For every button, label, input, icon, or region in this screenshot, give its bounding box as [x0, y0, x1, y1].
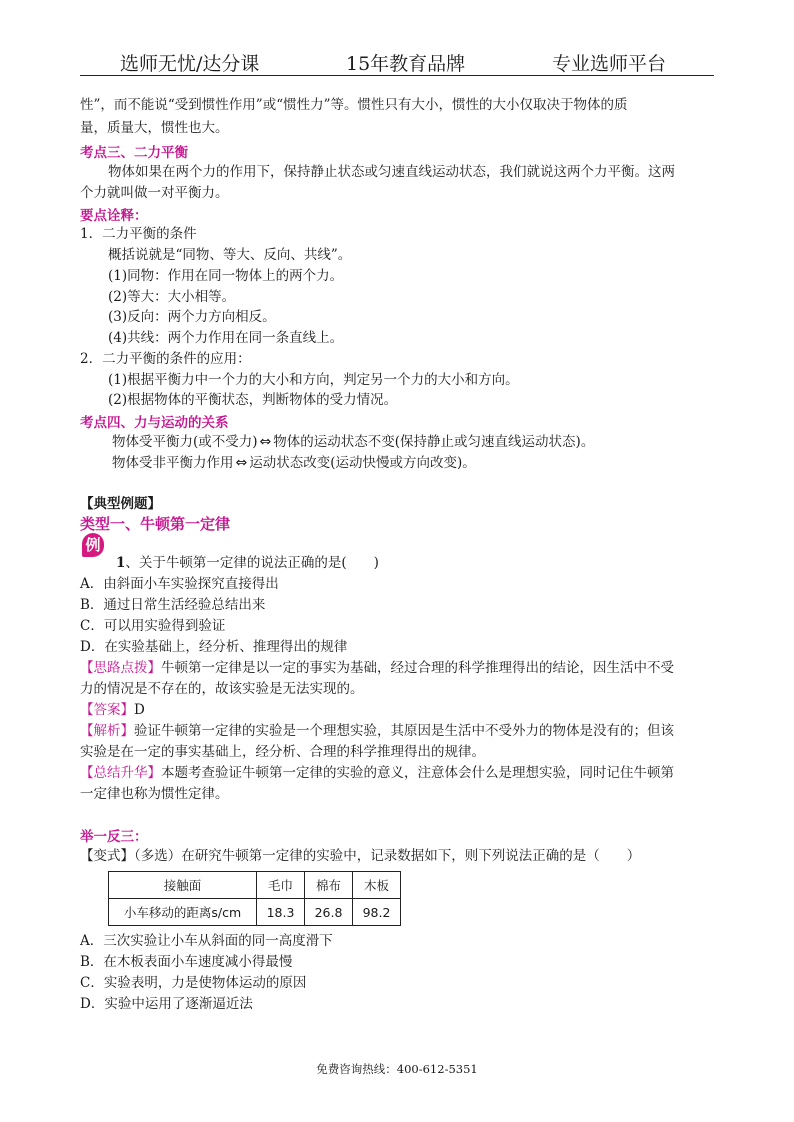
question-1-number: 1 — [116, 555, 126, 571]
header-right: 专业选师平台 — [552, 53, 667, 75]
table-row — [109, 899, 401, 926]
kp4-line-2-cause: 物体受非平衡力作用 — [112, 455, 234, 471]
table-header-row — [109, 872, 401, 899]
hint-line-1 — [80, 658, 674, 678]
double-arrow-icon: ⇔ — [235, 455, 248, 471]
answer-value: D — [134, 702, 145, 718]
header-left: 选师无忧/达分课 — [120, 53, 260, 75]
kp4-line-2 — [112, 453, 476, 473]
kp3-line-2: 个力就叫做一对平衡力。 — [80, 185, 229, 201]
question-1 — [116, 553, 379, 573]
practice-title: 举一反三： — [80, 829, 148, 845]
analysis-line-2: 实验是在一定的事实基础上，经分析、合理的科学推理得出的规律。 — [80, 744, 485, 760]
notes-title: 要点诠释： — [80, 208, 148, 224]
summary-text-1: 本题考查验证牛顿第一定律的实验的意义，注意体会什么是理想实验，同时记住牛顿第 — [161, 765, 674, 781]
summary-label: 【总结升华】 — [80, 765, 161, 781]
summary-line-1 — [80, 763, 674, 783]
answer-line — [80, 700, 145, 720]
notes-app-2: (2)根据物体的平衡状态，判断物体的受力情况。 — [108, 392, 398, 408]
practice-option-d: D．实验中运用了逐渐逼近法 — [80, 996, 253, 1012]
table-cell: 26.8 — [305, 899, 353, 926]
option-b: B．通过日常生活经验总结出来 — [80, 597, 266, 613]
summary-line-2: 一定律也称为惯性定律。 — [80, 786, 229, 802]
double-arrow-icon: ⇔ — [259, 434, 272, 450]
kp3-title: 考点三、二力平衡 — [80, 145, 188, 161]
header-rule — [80, 75, 714, 76]
practice-option-c: C．实验表明，力是使物体运动的原因 — [80, 975, 307, 991]
analysis-label: 【解析】 — [80, 723, 134, 739]
practice-question: 【变式】（多选）在研究牛顿第一定律的实验中，记录数据如下，则下列说法正确的是（ ） — [80, 848, 641, 864]
intro-line-2: 量，质量大，惯性也大。 — [80, 120, 229, 136]
question-1-text: 、关于牛顿第一定律的说法正确的是( ) — [125, 555, 379, 571]
table-header-cell: 棉布 — [305, 872, 353, 899]
table-header-cell: 毛巾 — [257, 872, 305, 899]
option-a: A．由斜面小车实验探究直接得出 — [80, 576, 279, 592]
kp4-title: 考点四、力与运动的关系 — [80, 415, 229, 431]
footer-hotline: 免费咨询热线：400-612-5351 — [316, 1062, 478, 1076]
examples-section-title: 【典型例题】 — [80, 496, 161, 512]
hint-text-1: 牛顿第一定律是以一定的事实为基础，经过合理的科学推理得出的结论，因生活中不受 — [161, 660, 674, 676]
table-row-label: 小车移动的距离s/cm — [109, 899, 257, 926]
option-c: C．可以用实验得到验证 — [80, 618, 226, 634]
notes-condition-1: (1)同物：作用在同一物体上的两个力。 — [108, 268, 344, 284]
table-header-cell: 接触面 — [109, 872, 257, 899]
example-badge-icon: 例 — [82, 533, 104, 557]
notes-condition-2: (2)等大：大小相等。 — [108, 289, 236, 305]
kp3-line-1: 物体如果在两个力的作用下，保持静止状态或匀速直线运动状态，我们就说这两个力平衡。这两 — [108, 164, 675, 180]
kp4-line-1-cause: 物体受平衡力(或不受力) — [112, 434, 258, 450]
table-header-cell: 木板 — [353, 872, 401, 899]
notes-item-1: 1．二力平衡的条件 — [80, 226, 197, 242]
table-cell: 18.3 — [257, 899, 305, 926]
notes-summary: 概括说就是“同物、等大、反向、共线”。 — [108, 247, 352, 263]
intro-line-1: 性”，而不能说“受到惯性作用”或“惯性力”等。惯性只有大小，惯性的大小仅取决于物体的质 — [80, 97, 628, 113]
practice-option-a: A．三次实验让小车从斜面的同一高度滑下 — [80, 933, 333, 949]
type1-title: 类型一、牛顿第一定律 — [80, 515, 231, 533]
experiment-data-table — [108, 871, 401, 926]
notes-app-1: (1)根据平衡力中一个力的大小和方向，判定另一个力的大小和方向。 — [108, 372, 519, 388]
notes-condition-3: (3)反向：两个力方向相反。 — [108, 309, 276, 325]
option-d: D．在实验基础上，经分析、推理得出的规律 — [80, 639, 348, 655]
kp4-line-2-effect: 运动状态改变(运动快慢或方向改变)。 — [249, 455, 476, 471]
header-center: 15年教育品牌 — [346, 53, 466, 75]
analysis-line-1 — [80, 721, 674, 741]
hint-line-2: 力的情况是不存在的，故该实验是无法实现的。 — [80, 681, 364, 697]
hint-label: 【思路点拨】 — [80, 660, 161, 676]
kp4-line-1-effect: 物体的运动状态不变(保持静止或匀速直线运动状态)。 — [273, 434, 595, 450]
notes-condition-4: (4)共线：两个力作用在同一条直线上。 — [108, 330, 344, 346]
analysis-text-1: 验证牛顿第一定律的实验是一个理想实验，其原因是生活中不受外力的物体是没有的；但该 — [134, 723, 674, 739]
practice-option-b: B．在木板表面小车速度减小得最慢 — [80, 954, 293, 970]
answer-label: 【答案】 — [80, 702, 134, 718]
table-cell: 98.2 — [353, 899, 401, 926]
kp4-line-1 — [112, 432, 594, 452]
notes-item-2: 2．二力平衡的条件的应用： — [80, 351, 251, 367]
